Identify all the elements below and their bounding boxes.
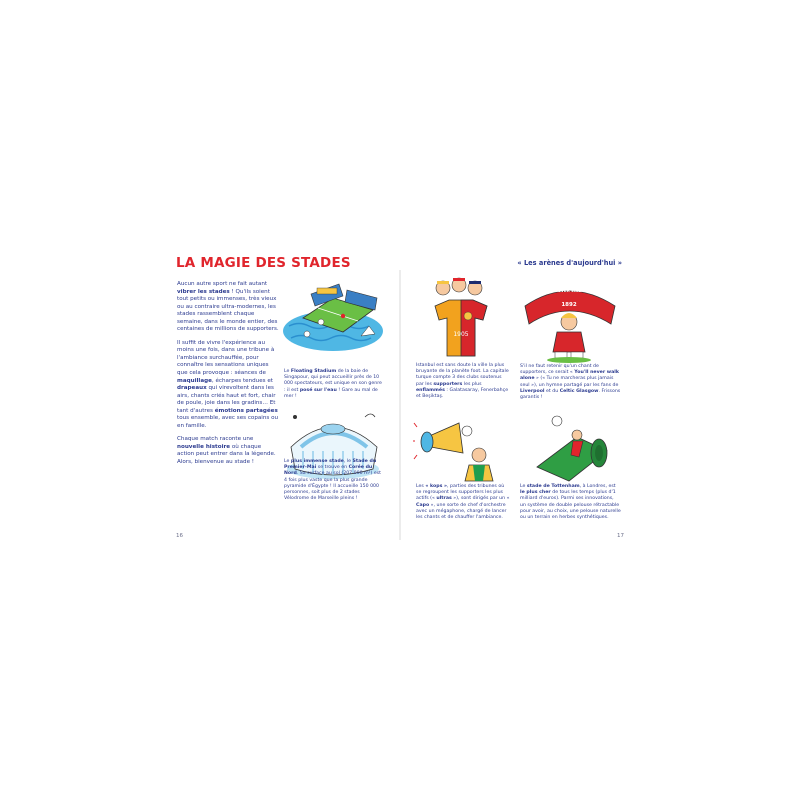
- panel-floating-stadium: [281, 276, 386, 403]
- istanbul-fans-illustration: [413, 276, 511, 364]
- may-day-stadium-caption-text: Le plus immense stade, le Stade du Premier-Mai se trouve en Corée du Nord. Sa surface au sol (207 000 m²) est 4 fois plus vaste que la plus grande pyramide d'Égypte ! Il accueille 150 000 personnes, soit plus de 2 stades Vélodrome de Marseille pleins !: [284, 459, 382, 502]
- svg-text:1905: 1905: [453, 331, 469, 338]
- panel-liverpool: [517, 276, 622, 403]
- kops-caption: Les « kops », parties des tribunes où se regroupent les supporters les plus actifs (« ultras »), sont dirigés par un « Capo », une sorte de chef d'orchestre avec un mégaphone, chargé de lancer les chants et de chauffer l'ambiance.: [416, 484, 510, 521]
- book-gutter: [399, 270, 401, 540]
- panel-may-day-stadium: [281, 407, 386, 532]
- liverpool-caption: S'il ne faut retenir qu'un chant de supporters, ce serait « You'll never walk alone » (« Tu ne marcheras plus jamais seul »), un hymne partagé par les fans de Liverpool et du Celtic Glasgow. Frissons garantis !: [520, 364, 621, 401]
- page-title: LA MAGIE DES STADES: [176, 255, 351, 271]
- intro-paragraph-1: Aucun autre sport ne fait autant vibrer les stades ! Qu'ils soient tout petits ou immenses, très vieux ou au contraire ultra-modernes, les stades rassemblent chaque semaine, dans le monde entier, des centaines de millions de supporters.: [177, 281, 279, 333]
- floating-stadium-illustration: [281, 276, 386, 366]
- intro-text: [177, 281, 280, 473]
- svg-text:1892: 1892: [561, 302, 577, 308]
- capo-megaphone-illustration: [413, 407, 511, 485]
- liverpool-fan-illustration: [517, 276, 622, 366]
- tottenham-caption: Le stade de Tottenham, à Londres, est le plus cher de tous les temps (plus d'1 milliard d'euros). Parmi ses innovations, un système de double pelouse rétractable pour avoir, au choix, une pelouse naturelle ou un terrain en herbes synthétiques.: [520, 484, 621, 521]
- tottenham-pitch-illustration: [517, 407, 622, 485]
- page-number-left: 16: [176, 533, 183, 539]
- istanbul-caption: Istanbul est sans doute la ville la plus bruyante de la planète foot. La capitale turque compte 3 des clubs soutenus par les supporters les plus enflammés : Galatasaray, Fenerbahçe et Beşiktaş.: [416, 363, 509, 400]
- panel-tottenham: [517, 407, 622, 532]
- intro-paragraph-3: Chaque match raconte une nouvelle histoire où chaque action peut entrer dans la légende. Alors, bienvenue au stade !: [177, 436, 276, 466]
- section-tag: « Les arènes d'aujourd'hui »: [517, 259, 622, 267]
- floating-stadium-caption: Le Floating Stadium de la baie de Singapour, qui peut accueillir près de 10 000 spectateurs, est unique en son genre : il est posé sur l'eau ! Gare au mal de mer !: [284, 369, 382, 399]
- panel-kops: [413, 407, 511, 532]
- page-number-right: 17: [617, 533, 624, 539]
- panel-istanbul: [413, 276, 511, 403]
- svg-text:YOU'LL NEVER WALK ALONE: YOU'LL NEVER WALK ALONE: [537, 288, 601, 293]
- intro-paragraph-2: Il suffit de vivre l'expérience au moins une fois, dans une tribune à l'ambiance surchauffée, pour connaître les sensations uniques que cela provoque : séances de maquillage, écharpes tendues et drapeaux qui virevoltent dans les airs, chants criés haut et fort, chair de poule, joie dans les gradins… Et tant d'autres émotions partagées tous ensemble, avec ses copains ou en famille.: [177, 339, 279, 429]
